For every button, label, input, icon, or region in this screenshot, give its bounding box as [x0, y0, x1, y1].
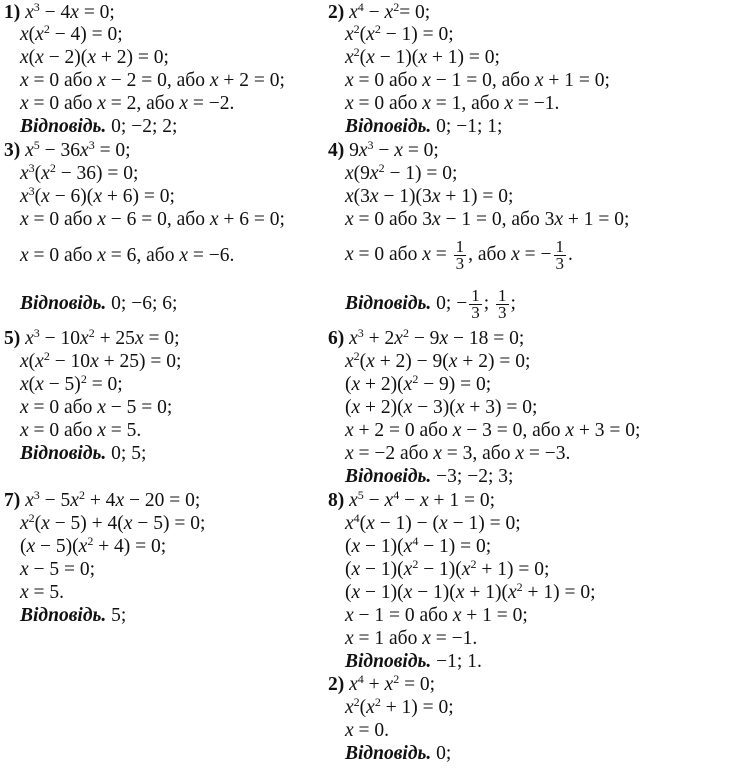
equation-line: $(x + 2)(x^2 - 9) = 0$; [345, 372, 492, 395]
problem-number: 7) [4, 490, 21, 511]
answer-line: Відповідь. 0; 5; [20, 443, 147, 464]
answer-value: 0; −6; 6; [111, 293, 178, 314]
answer-value: 0; −1; 1; [436, 116, 503, 137]
equation-line: x = 0 або x = 5. [20, 420, 142, 441]
equation-line: x = 0 або x − 1 = 0, або x + 1 = 0; [345, 70, 610, 91]
answer-line: Відповідь. 0; −1; 1; [345, 116, 503, 137]
equation-line: $x(x^2 - 10x + 25) = 0$; [20, 349, 182, 372]
problem-number: 5) [4, 328, 21, 349]
fraction: $\frac{1}{3}$ [555, 237, 564, 274]
equation-line: x = 0 або 3x − 1 = 0, або 3x + 1 = 0; [345, 209, 630, 230]
problem-number: 6) [328, 328, 345, 349]
equation-line: x − 5 = 0; [20, 559, 96, 580]
equation-line: 4) $9x^3 - x = 0$; [328, 138, 439, 161]
answer-value: −3; −2; 3; [436, 466, 514, 487]
equation-line: x − 1 = 0 або x + 1 = 0; [345, 605, 528, 626]
equation-line: x + 2 = 0 або x − 3 = 0, або x + 3 = 0; [345, 420, 641, 441]
answer-line: Відповідь. 0; − $\frac{1}{3}$ ; $\frac{1}{3}$ ; [345, 286, 516, 323]
problem-number: 2) [328, 674, 345, 695]
answer-value: 0; [436, 743, 452, 764]
equation-line: 7) $x^3 - 5x^2 + 4x - 20 = 0$; [4, 488, 201, 511]
problem-number: 1) [4, 2, 21, 23]
equation-line: $x^2(x + 2) - 9(x + 2) = 0$; [345, 349, 531, 372]
answer-line: Відповідь. 0; [345, 743, 452, 764]
equation-line: 2) $x^4 - x^2= 0$; [328, 0, 431, 23]
equation-line: $x(x - 5)^2 = 0$; [20, 372, 123, 395]
equation-line: x = 0 або x = 2, або x = −2. [20, 93, 235, 114]
answer-value: −1; 1. [436, 651, 482, 672]
equation-line: x(x − 2)(x + 2) = 0; [20, 47, 169, 68]
answer-line: Відповідь. 0; −2; 2; [20, 116, 178, 137]
equation-line: 8) $x^5 - x^4 - x + 1 = 0$; [328, 488, 496, 511]
equation-line: $x^4(x - 1) - (x - 1) = 0$; [345, 511, 521, 534]
equation-line: 3) $x^5 - 36x^3 = 0$; [4, 138, 131, 161]
answer-line: Відповідь. 5; [20, 605, 127, 626]
equation-line: 2) $x^4 + x^2 = 0$; [328, 672, 436, 695]
answer-value: 5; [111, 605, 127, 626]
equation-line: x = 1 або x = −1. [345, 628, 478, 649]
equation-line: x = 0. [345, 720, 390, 741]
equation-line: x = −2 або x = 3, або x = −3. [345, 443, 571, 464]
equation-line: (x + 2)(x − 3)(x + 3) = 0; [345, 397, 538, 418]
fraction: $\frac{1}{3}$ [455, 237, 465, 274]
equation-line: x(3x − 1)(3x + 1) = 0; [345, 186, 514, 207]
equation-line: x = 0 або x = $\frac{1}{3}$ , або x = − $\frac{1}{3}$ . [345, 237, 573, 274]
answer-line: Відповідь. −3; −2; 3; [345, 466, 514, 487]
equation-line: $(x - 1)(x^2 - 1)(x^2 + 1) = 0$; [345, 557, 550, 580]
problem-number: 8) [328, 490, 345, 511]
problem-number: 3) [4, 140, 21, 161]
equation-line: x = 0 або x − 6 = 0, або x + 6 = 0; [20, 209, 285, 230]
answer-line: Відповідь. 0; −6; 6; [20, 293, 178, 314]
equation-line: 5) $x^3 - 10x^2 + 25x = 0$; [4, 326, 180, 349]
equation-line: x = 5. [20, 582, 65, 603]
problem-number: 4) [328, 140, 345, 161]
equation-line: $x^3(x^2 - 36) = 0$; [20, 161, 139, 184]
equation-line: $(x - 1)(x^4 - 1) = 0$; [345, 534, 492, 557]
answer-value: 0; 5; [111, 443, 147, 464]
answer-line: Відповідь. −1; 1. [345, 651, 482, 672]
equation-line: x = 0 або x = 6, або x = −6. [20, 245, 235, 266]
problem-number: 2) [328, 2, 345, 23]
equation-line: $x^2(x^2 + 1) = 0$; [345, 695, 454, 718]
equation-line: $x^2(x - 5) + 4(x - 5) = 0$; [20, 511, 206, 534]
equation-line: x = 0 або x = 1, або x = −1. [345, 93, 560, 114]
equation-line: x = 0 або x − 5 = 0; [20, 397, 173, 418]
answer-value: 0; −2; 2; [111, 116, 178, 137]
equation-line: $x(9x^2 - 1) = 0$; [345, 161, 458, 184]
equation-line: $(x - 1)(x - 1)(x + 1)(x^2 + 1) = 0$; [345, 580, 596, 603]
fraction: $\frac{1}{3}$ [471, 286, 480, 323]
equation-line: 1) $x^3 - 4x = 0$; [4, 0, 115, 23]
equation-line: $x^2(x - 1)(x + 1) = 0$; [345, 45, 500, 68]
equation-line: $x^3(x - 6)(x + 6) = 0$; [20, 184, 175, 207]
fraction: $\frac{1}{3}$ [498, 286, 507, 323]
equation-line: 6) $x^3 + 2x^2 - 9x - 18 = 0$; [328, 326, 525, 349]
equation-line: x = 0 або x − 2 = 0, або x + 2 = 0; [20, 70, 285, 91]
equation-line: $x^2(x^2 - 1) = 0$; [345, 22, 454, 45]
equation-line: $x(x^2 - 4) = 0$; [20, 22, 123, 45]
equation-line: $(x - 5)(x^2 + 4) = 0$; [20, 534, 167, 557]
